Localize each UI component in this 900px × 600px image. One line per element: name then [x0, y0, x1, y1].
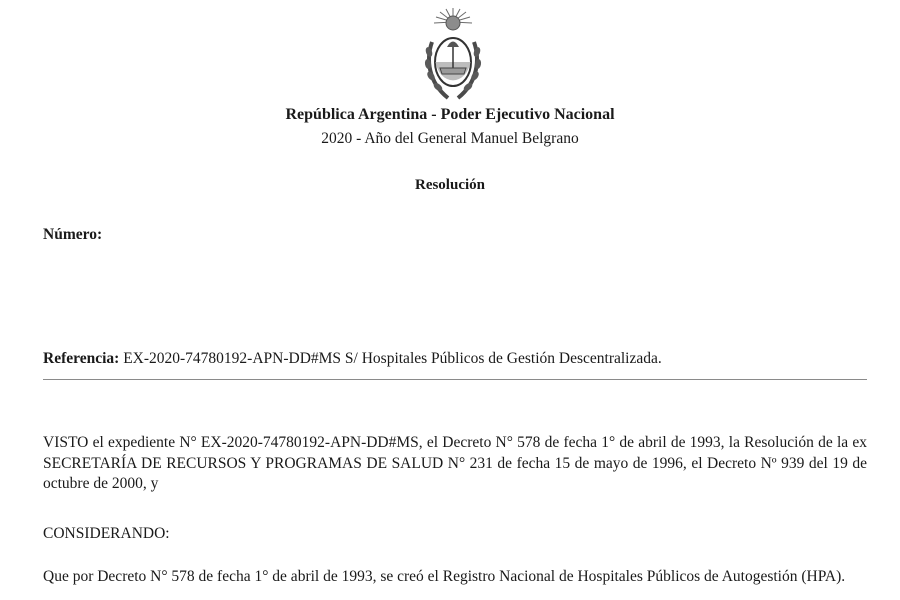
numero-label: Número: [43, 226, 103, 243]
document-type-heading: Resolución [414, 177, 485, 193]
considerando-heading: CONSIDERANDO: [43, 525, 170, 542]
reference-line [43, 350, 662, 368]
year-motto: 2020 - Año del General Manuel Belgrano [321, 130, 579, 147]
divider [43, 379, 867, 380]
national-coat-of-arms-icon [418, 4, 488, 104]
considerando-paragraph-1: Que por Decreto N° 578 de fecha 1° de abril de 1993, se creó el Registro Nacional de Hospitales Públicos de Autogestión (HPA). [43, 568, 846, 585]
visto-paragraph: VISTO el expediente N° EX-2020-74780192-APN-DD#MS, el Decreto N° 578 de fecha 1° de abril de 1993, la Resolución de la ex SECRETARÍA DE RECURSOS Y PROGRAMAS DE SALUD N° 231 de fecha 15 de mayo de 1996, el Decreto Nº 939 del 19 de octubre de 2000, y [43, 434, 867, 492]
reference-label: Referencia: [43, 350, 120, 367]
reference-text: EX-2020-74780192-APN-DD#MS S/ Hospitales Públicos de Gestión Descentralizada. [119, 350, 662, 367]
issuer-title: República Argentina - Poder Ejecutivo Nacional [285, 106, 615, 123]
